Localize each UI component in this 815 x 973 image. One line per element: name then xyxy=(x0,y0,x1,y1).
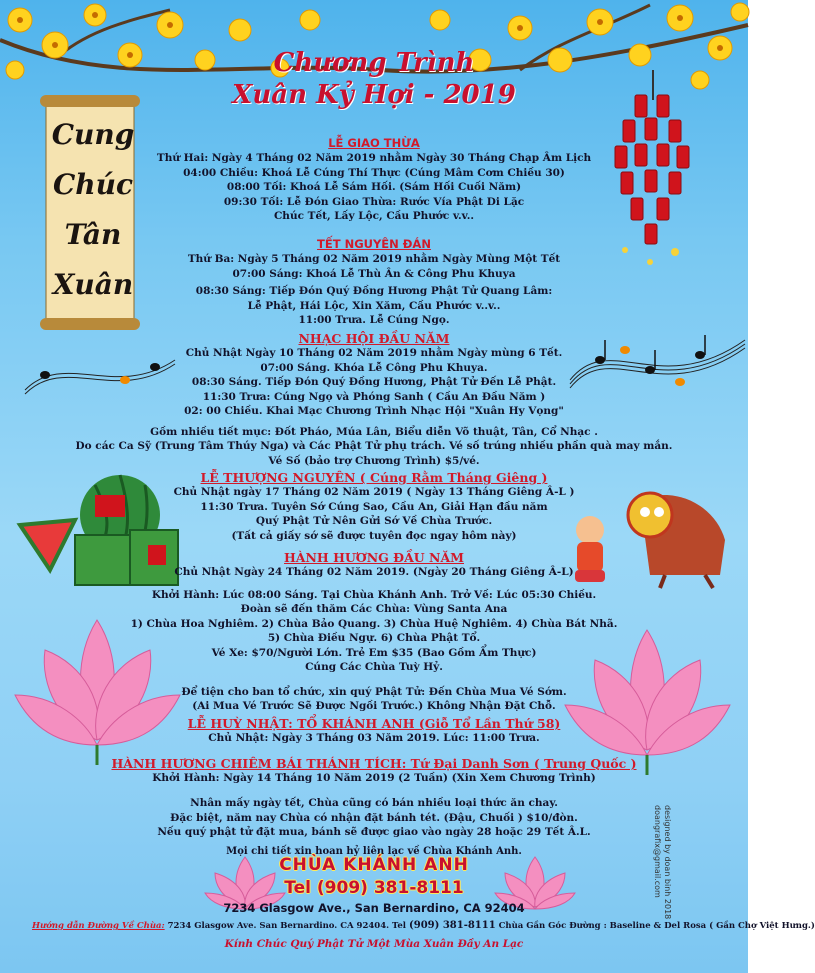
schedule-line: Thứ Ba: Ngày 5 Tháng 02 Năm 2019 nhằm Ngày Mùng Một Tết xyxy=(187,253,561,265)
schedule-line: Khởi Hành: Ngày 14 Tháng 10 Năm 2019 (2 Tuần) (Xin Xem Chương Trình) xyxy=(152,772,596,784)
scroll-word: Tân xyxy=(64,218,122,251)
section-heading: HÀNH HƯƠNG CHIÊM BÁI THÁNH TÍCH: Tứ Đại Danh Sơn ( Trung Quốc ) xyxy=(111,756,637,771)
scroll-word: Cung xyxy=(51,118,135,151)
section-heading: LỄ HUỲ NHẬT: TỔ KHÁNH ANH (Giỗ Tổ Lần Thứ 58) xyxy=(187,716,561,731)
scroll-word: Xuân xyxy=(52,268,134,301)
booking-line: (Ai Mua Vé Trước Sẽ Được Ngồi Trước.) Không Nhận Đặt Chỗ. xyxy=(192,700,556,712)
designer-credit xyxy=(642,805,672,925)
section-chiem-bai xyxy=(0,756,748,786)
info-line: Đặc biệt, năm nay Chùa có nhận đặt bánh tét. (Đậu, Chuối ) $10/đòn. xyxy=(170,811,578,824)
directions-landmark: Chùa Gần Góc Đường : Baseline & Del Rosa ( Gần Chợ Việt Hưng.) xyxy=(495,921,815,931)
program-title: Chương Trình xyxy=(273,48,475,78)
section-heading: LỄ THƯỢNG NGUYÊN ( Cúng Rằm Tháng Giêng ) xyxy=(200,470,548,485)
trip-line: 1) Chùa Hoa Nghiêm. 2) Chùa Bảo Quang. 3) Chùa Huệ Nghiêm. 4) Chùa Bát Nhã. xyxy=(130,617,618,630)
section-hanh-huong xyxy=(0,550,748,714)
schedule-line: 08:00 Tối: Khoá Lễ Sám Hối. (Sám Hối Cuối Năm) xyxy=(226,181,522,193)
schedule-line: 04:00 Chiều: Khoá Lễ Cúng Thí Thực (Cúng Mâm Cơm Chiều 30) xyxy=(183,166,565,179)
section-heading: TẾT NGUYÊN ĐÁN xyxy=(317,237,431,251)
schedule-line: 11:30 Trưa. Tuyên Sớ Cúng Sao, Cầu An, Giải Hạn đầu năm xyxy=(200,500,548,513)
section-heading: NHẠC HỘI ĐẦU NĂM xyxy=(298,331,450,346)
program-note: Gồm nhiều tiết mục: Đốt Pháo, Múa Lân, Biểu diễn Võ thuật, Tân, Cổ Nhạc . xyxy=(150,425,598,438)
scroll-word: Chúc xyxy=(52,168,134,201)
trip-line: 5) Chùa Điều Ngự. 6) Chùa Phật Tổ. xyxy=(267,632,481,644)
booking-line: Để tiện cho ban tổ chức, xin quý Phật Tử: Đến Chùa Mua Vé Sớm. xyxy=(181,685,567,698)
program-subtitle: Xuân Kỷ Hợi - 2019 xyxy=(232,80,516,110)
program-note: Vé Số (bảo trợ Chương Trình) $5/vé. xyxy=(268,454,480,467)
schedule-line: 07:00 Sáng. Khóa Lễ Công Phu Khuya. xyxy=(260,361,488,374)
program-note: Do các Ca Sỹ (Trung Tâm Thúy Nga) và Các Phật Tử phụ trách. Vé số trúng nhiều phần quà may mắn. xyxy=(75,440,673,452)
new-year-wish: Kính Chúc Quý Phật Tử Một Mùa Xuân Đầy An Lạc xyxy=(224,938,524,950)
schedule-line: (Tất cả giấy sớ sẽ được tuyên đọc ngay hôm này) xyxy=(231,529,517,542)
schedule-line: Thứ Hai: Ngày 4 Tháng 02 Năm 2019 nhằm Ngày 30 Tháng Chạp Âm Lịch xyxy=(156,152,592,164)
directions-phone: (909) 381-8111 xyxy=(409,920,496,931)
section-nhac-hoi xyxy=(0,331,748,468)
directions xyxy=(32,920,815,931)
section-heading: HÀNH HƯƠNG ĐẦU NĂM xyxy=(284,550,464,565)
directions-label: Hướng dẫn Đường Về Chùa: xyxy=(32,921,165,931)
directions-address: 7234 Glasgow Ave. San Bernardino. CA 92404. Tel xyxy=(164,921,409,931)
section-thuong-nguyen xyxy=(0,470,748,543)
schedule-line: 09:30 Tối: Lễ Đón Giao Thừa: Rước Vía Phật Di Lặc xyxy=(223,195,525,208)
designer-name: designed by doan binh 2018 xyxy=(663,805,672,920)
schedule-line: 07:00 Sáng: Khoá Lễ Thù Ân & Công Phu Khuya xyxy=(232,267,516,280)
info-line: Nếu quý phật tử đặt mua, bánh sẽ được giao vào ngày 28 hoặc 29 Tết Â.L. xyxy=(157,826,591,838)
temple-address: 7234 Glasgow Ave., San Bernardino, CA 92404 xyxy=(223,901,525,915)
temple-phone: Tel (909) 381-8111 xyxy=(284,878,464,898)
section-giao-thua xyxy=(0,136,748,224)
schedule-line: Chủ Nhật: Ngày 3 Tháng 03 Năm 2019. Lúc: 11:00 Trưa. xyxy=(208,732,540,744)
schedule-line: Quý Phật Tử Nên Gửi Sớ Về Chùa Trước. xyxy=(255,515,493,527)
trip-line: Đoàn sẽ đến thăm Các Chùa: Vùng Santa Ana xyxy=(240,603,508,615)
section-nguyen-dan xyxy=(0,237,748,328)
schedule-line: Lễ Phật, Hái Lộc, Xin Xăm, Cầu Phước v..v.. xyxy=(247,299,501,312)
schedule-line: Chúc Tết, Lấy Lộc, Cầu Phước v.v.. xyxy=(273,210,475,222)
schedule-line: 11:00 Trưa. Lễ Cúng Ngọ. xyxy=(298,314,450,326)
section-banh-tet xyxy=(0,796,748,858)
schedule-line: 02: 00 Chiều. Khai Mạc Chương Trình Nhạc Hội "Xuân Hy Vọng" xyxy=(184,405,564,417)
schedule-line: 08:30 Sáng. Tiếp Đón Quý Đồng Hương, Phật Tử Đến Lễ Phật. xyxy=(191,376,557,388)
schedule-line: 11:30 Trưa: Cúng Ngọ và Phóng Sanh ( Cầu An Đầu Năm ) xyxy=(202,390,546,403)
schedule-line: Chủ Nhật Ngày 10 Tháng 02 Năm 2019 nhằm Ngày mùng 6 Tết. xyxy=(185,347,563,359)
section-heading: LỄ GIAO THỪA xyxy=(328,136,420,150)
section-huy-nhat xyxy=(0,716,748,746)
schedule-line: Chủ Nhật ngày 17 Tháng 02 Năm 2019 ( Ngày 13 Tháng Giêng Â-L ) xyxy=(173,486,575,498)
trip-line: Vé Xe: $70/Người Lớn. Trẻ Em $35 (Bao Gồm Ẩm Thực) xyxy=(211,646,537,659)
contact-note: Mọi chi tiết xin hoan hỷ liên lạc về Chùa Khánh Anh. xyxy=(226,845,522,857)
temple-name: CHÙA KHÁNH ANH xyxy=(279,855,469,875)
info-line: Nhân mấy ngày tết, Chùa cũng có bán nhiều loại thức ăn chay. xyxy=(190,797,558,809)
schedule-line: Chủ Nhật Ngày 24 Tháng 02 Năm 2019. (Ngày 20 Tháng Giêng Â-L) xyxy=(174,566,574,578)
schedule-line: 08:30 Sáng: Tiếp Đón Quý Đồng Hương Phật Tử Quang Lâm: xyxy=(195,285,553,297)
trip-line: Cúng Các Chùa Tuỳ Hỷ. xyxy=(305,661,443,673)
trip-line: Khởi Hành: Lúc 08:00 Sáng. Tại Chùa Khánh Anh. Trở Về: Lúc 05:30 Chiều. xyxy=(151,588,597,601)
designer-email: doangrafix@gmail.com xyxy=(653,805,662,898)
